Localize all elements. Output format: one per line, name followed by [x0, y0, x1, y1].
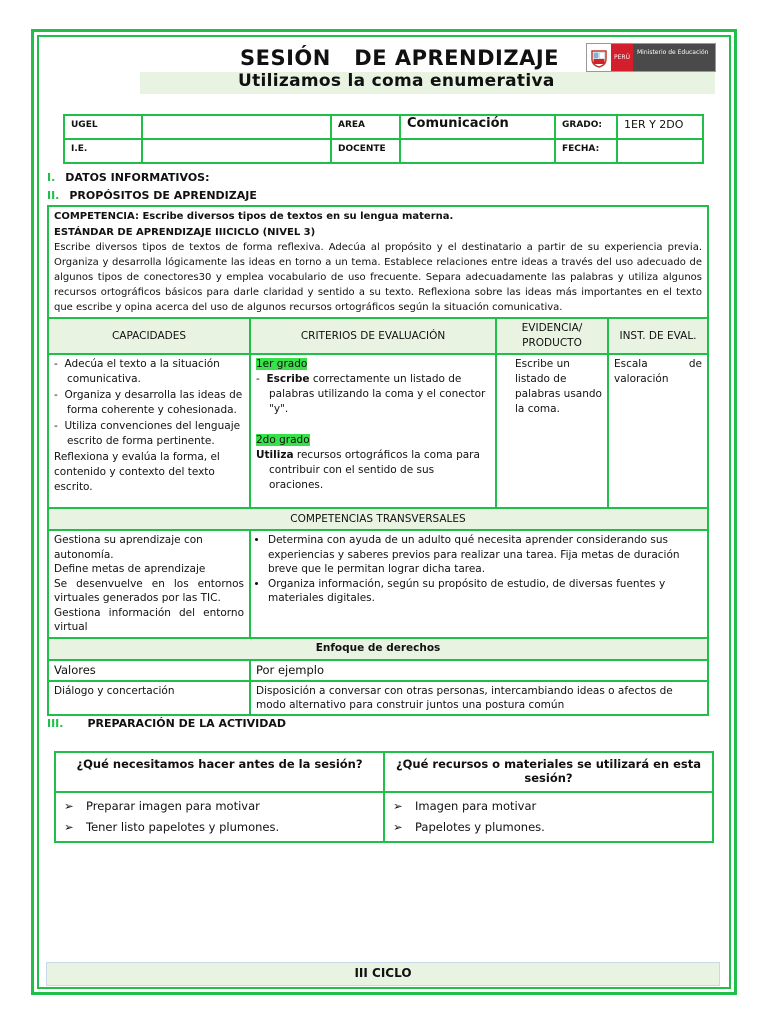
enfoque-title: Enfoque de derechos	[48, 638, 708, 660]
purposes-table	[47, 205, 709, 716]
prep-material-item: ➢ Papelotes y plumones.	[391, 817, 706, 838]
footer-cycle-label: III CICLO	[46, 962, 720, 986]
capacidad-extra: Reflexiona y evalúa la forma, el contenido y contexto del texto escrito.	[54, 451, 220, 493]
grado2-label: 2do grado	[256, 434, 310, 446]
fecha-label: FECHA:	[555, 139, 617, 163]
area-value: Comunicación	[400, 115, 555, 139]
arrow-bullet-icon: ➢	[393, 799, 403, 813]
ejemplo-label: Por ejemplo	[250, 660, 708, 681]
valor-cell: Diálogo y concertación	[48, 681, 250, 715]
arrow-bullet-icon: ➢	[64, 799, 74, 813]
prep-materials-cell	[384, 792, 713, 842]
logo-ministry-label: Ministerio de Educación	[633, 44, 715, 71]
section-3-heading	[47, 717, 286, 730]
valores-label: Valores	[48, 660, 250, 681]
info-table	[63, 114, 704, 164]
col-capacidades: CAPACIDADES	[48, 318, 250, 354]
preparation-table	[54, 751, 714, 843]
section-1-number: I.	[47, 171, 56, 184]
evidencia-cell: Escribe un listado de palabras usando la coma.	[496, 354, 608, 508]
grado-value: 1ER Y 2DO	[617, 115, 703, 139]
capacidad-item: - Utiliza convenciones del lenguaje escrito de forma pertinente.	[54, 420, 241, 447]
transversales-right	[250, 530, 708, 638]
ie-value	[142, 139, 331, 163]
section-2-heading	[47, 189, 257, 202]
section-3-number: III.	[47, 717, 64, 730]
grado1-criterio: - Escribe correctamente un listado de palabras utilizando la coma y el conector "y".	[256, 373, 486, 415]
grado2-criterio: Utiliza recursos ortográficos la coma para contribuir con el sentido de sus oraciones.	[256, 449, 480, 491]
estandar-heading: ESTÁNDAR DE APRENDIZAJE IIICICLO (NIVEL 3)	[54, 227, 316, 238]
ejemplo-cell: Disposición a conversar con otras personas, intercambiando ideas o afectos de modo alternativo para construir juntos una postura común	[250, 681, 708, 715]
transversales-title: COMPETENCIAS TRANSVERSALES	[48, 508, 708, 530]
prep-before-item: ➢ Preparar imagen para motivar	[62, 796, 377, 817]
section-1-title: DATOS INFORMATIVOS:	[65, 171, 210, 184]
page-title: SESIÓN DE APRENDIZAJE	[240, 46, 559, 70]
transversales-list	[256, 533, 702, 606]
capacidades-list	[54, 357, 244, 449]
criterios-cell	[250, 354, 496, 508]
docente-value	[400, 139, 555, 163]
prep-materials-header: ¿Qué recursos o materiales se utilizará en esta sesión?	[384, 752, 713, 792]
col-criterios: CRITERIOS DE EVALUACIÓN	[250, 318, 496, 354]
capacidad-item: - Organiza y desarrolla las ideas de forma coherente y cohesionada.	[54, 389, 243, 416]
prep-before-item: ➢ Tener listo papelotes y plumones.	[62, 817, 377, 838]
col-evidencia: EVIDENCIA/ PRODUCTO	[496, 318, 608, 354]
instrumento-cell: Escala de valoración	[608, 354, 708, 508]
competencia-block	[48, 206, 708, 318]
ugel-value	[142, 115, 331, 139]
ie-label: I.E.	[64, 139, 142, 163]
ugel-label: UGEL	[64, 115, 142, 139]
minedu-logo	[586, 43, 716, 72]
coat-of-arms-icon	[587, 44, 611, 71]
section-2-title: PROPÓSITOS DE APRENDIZAJE	[69, 189, 257, 202]
col-instrumento: INST. DE EVAL.	[608, 318, 708, 354]
area-label: AREA	[331, 115, 400, 139]
page-subtitle: Utilizamos la coma enumerativa	[238, 71, 555, 91]
prep-material-item: ➢ Imagen para motivar	[391, 796, 706, 817]
prep-before-header: ¿Qué necesitamos hacer antes de la sesión?	[55, 752, 384, 792]
grado1-label: 1er grado	[256, 358, 308, 370]
section-3-title: PREPARACIÓN DE LA ACTIVIDAD	[87, 717, 287, 730]
section-1-heading	[47, 171, 210, 184]
docente-label: DOCENTE	[331, 139, 400, 163]
capacidades-cell	[48, 354, 250, 508]
competencia-text: COMPETENCIA: Escribe diversos tipos de textos en su lengua materna.	[54, 211, 454, 222]
prep-before-cell	[55, 792, 384, 842]
transversal-item: • Organiza información, según su propósito de estudio, de diversas fuentes y materiales digitales.	[268, 577, 702, 606]
logo-peru-label: PERÚ	[611, 44, 633, 71]
capacidad-item: - Adecúa el texto a la situación comunicativa.	[54, 358, 220, 385]
transversales-left: Gestiona su aprendizaje con autonomía. Define metas de aprendizaje Se desenvuelve en los entornos virtuales generados por las TIC. Gestiona información del entorno virtual	[48, 530, 250, 638]
transversal-item: • Determina con ayuda de un adulto qué necesita aprender considerando sus experiencias y saberes previos para realizar una tarea. Fija metas de duración breve que le permitan lograr dicha tarea.	[268, 533, 702, 577]
grado-label: GRADO:	[555, 115, 617, 139]
estandar-text: Escribe diversos tipos de textos de forma reflexiva. Adecúa al propósito y el destinatario a partir de su experiencia previa. Organiza y desarrolla lógicamente las ideas en torno a un tema. Establece relaciones entre ideas a través del uso adecuado de algunos tipos de conectores30 y emplea vocabulario de uso frecuente. Separa adecuadamente las palabras y utiliza algunos recursos ortográficos básicos para darle claridad y sentido a su texto. Reflexiona sobre las ideas más importantes en el texto que escribe y opina acerca del uso de algunos recursos ortográficos según la situación comunicativa.	[54, 242, 702, 313]
arrow-bullet-icon: ➢	[393, 820, 403, 834]
arrow-bullet-icon: ➢	[64, 820, 74, 834]
section-2-number: II.	[47, 189, 60, 202]
fecha-value	[617, 139, 703, 163]
